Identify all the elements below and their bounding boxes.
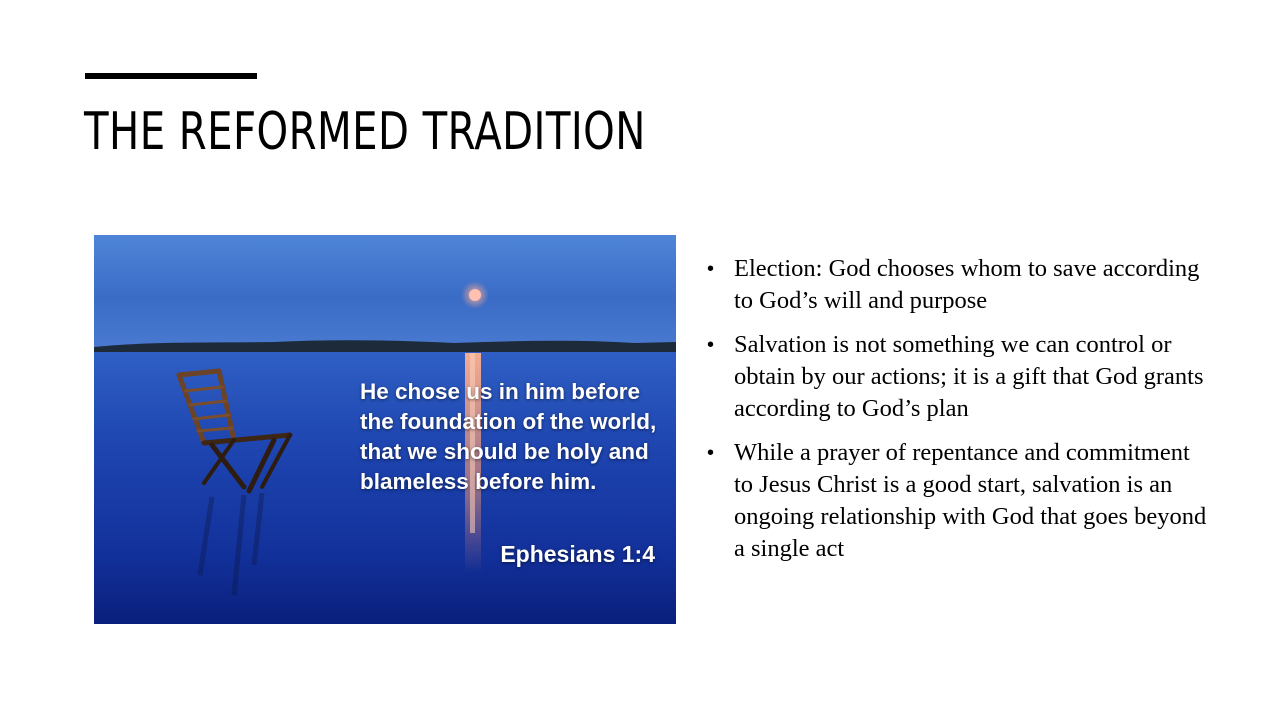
bullet-text: Election: God chooses whom to save according to God’s will and purpose bbox=[734, 255, 1200, 314]
scripture-reference: Ephesians 1:4 bbox=[500, 541, 655, 567]
scripture-photo bbox=[94, 235, 676, 624]
bullet-icon: • bbox=[707, 334, 715, 356]
bullet-item bbox=[707, 437, 1207, 565]
bullet-list bbox=[707, 253, 1207, 577]
bullet-item bbox=[707, 329, 1207, 425]
bullet-icon: • bbox=[707, 442, 715, 464]
scripture-verse: He chose us in him before the foundation of the world, that we should be holy and blameless before him. bbox=[360, 379, 657, 494]
bullet-icon: • bbox=[707, 258, 715, 280]
bullet-text: Salvation is not something we can control or obtain by our actions; it is a gift that God grants according to God’s plan bbox=[734, 331, 1204, 422]
bullet-item bbox=[707, 253, 1207, 317]
slide-title: THE REFORMED TRADITION bbox=[84, 102, 646, 162]
bullet-text: While a prayer of repentance and commitment to Jesus Christ is a good start, salvation is an ongoing relationship with God that goes beyond a single act bbox=[734, 439, 1207, 562]
title-accent-rule bbox=[85, 73, 257, 79]
